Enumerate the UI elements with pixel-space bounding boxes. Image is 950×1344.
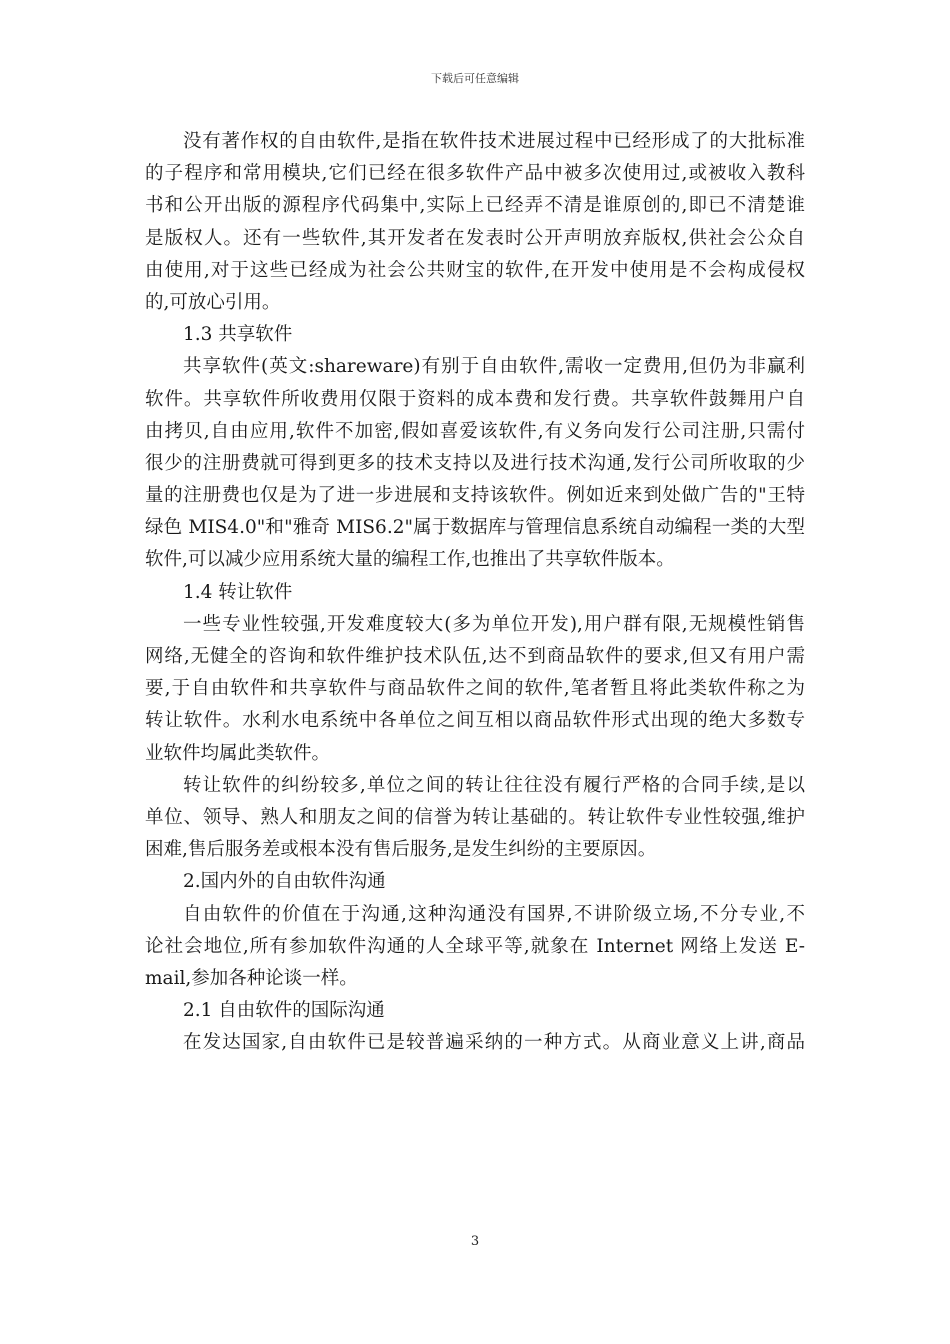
text-line: 困难,售后服务差或根本没有售后服务,是发生纠纷的主要原因。 bbox=[145, 839, 657, 861]
text-line: 2.国内外的自由软件沟通 bbox=[183, 871, 386, 893]
text-line: 由拷贝,自由应用,软件不加密,假如喜爱该软件,有义务向发行公司注册,只需付 bbox=[145, 420, 805, 442]
text-line: 很少的注册费就可得到更多的技术支持以及进行技术沟通,发行公司所收取的少 bbox=[145, 452, 805, 474]
text-line: 软件,可以减少应用系统大量的编程工作,也推出了共享软件版本。 bbox=[145, 549, 675, 571]
document-body bbox=[145, 126, 805, 1059]
text-line: 是版权人。还有一些软件,其开发者在发表时公开声明放弃版权,供社会公众自 bbox=[145, 227, 805, 249]
text-line: 量的注册费也仅是为了进一步进展和支持该软件。例如近来到处做广告的"王特 bbox=[145, 485, 805, 507]
page-number: 3 bbox=[470, 1234, 480, 1249]
text-line: 书和公开出版的源程序代码集中,实际上已经弄不清是谁原创的,即已不清楚谁 bbox=[145, 195, 805, 217]
text-line: 共享软件(英文:shareware)有别于自由软件,需收一定费用,但仍为非赢利 bbox=[183, 356, 805, 378]
page-header: 下载后可任意编辑 bbox=[431, 72, 519, 85]
text-line: 在发达国家,自由软件已是较普遍采纳的一种方式。从商业意义上讲,商品 bbox=[183, 1032, 805, 1054]
text-line: 单位、领导、熟人和朋友之间的信誉为转让基础的。转让软件专业性较强,维护 bbox=[145, 806, 805, 828]
text-line: 业软件均属此类软件。 bbox=[145, 742, 331, 764]
text-line: 没有著作权的自由软件,是指在软件技术进展过程中已经形成了的大批标准 bbox=[183, 131, 805, 152]
text-line: 2.1 自由软件的国际沟通 bbox=[183, 1000, 385, 1022]
text-line: 一些专业性较强,开发难度较大(多为单位开发),用户群有限,无规模性销售 bbox=[183, 613, 805, 635]
text-line: 绿色 MIS4.0"和"雅奇 MIS6.2"属于数据库与管理信息系统自动编程一类的大型 bbox=[145, 517, 805, 539]
text-line: 转让软件的纠纷较多,单位之间的转让往往没有履行严格的合同手续,是以 bbox=[183, 774, 805, 796]
text-line: 转让软件。水利水电系统中各单位之间互相以商品软件形式出现的绝大多数专 bbox=[145, 710, 805, 732]
text-line: 论社会地位,所有参加软件沟通的人全球平等,就象在 Internet 网络上发送 E- bbox=[145, 935, 805, 957]
text-line: 由使用,对于这些已经成为社会公共财宝的软件,在开发中使用是不会构成侵权 bbox=[145, 259, 805, 281]
text-line: mail,参加各种论谈一样。 bbox=[145, 967, 358, 989]
text-line: 要,于自由软件和共享软件与商品软件之间的软件,笔者暂且将此类软件称之为 bbox=[145, 678, 805, 700]
text-line: 的,可放心引用。 bbox=[145, 291, 281, 313]
text-line: 1.4 转让软件 bbox=[183, 581, 293, 603]
text-line: 自由软件的价值在于沟通,这种沟通没有国界,不讲阶级立场,不分专业,不 bbox=[183, 903, 805, 925]
text-line: 1.3 共享软件 bbox=[183, 324, 293, 346]
text-line: 的子程序和常用模块,它们已经在很多软件产品中被多次使用过,或被收入教科 bbox=[145, 163, 805, 185]
text-line: 软件。共享软件所收费用仅限于资料的成本费和发行费。共享软件鼓舞用户自 bbox=[145, 388, 805, 410]
text-line: 网络,无健全的咨询和软件维护技术队伍,达不到商品软件的要求,但又有用户需 bbox=[145, 646, 805, 667]
